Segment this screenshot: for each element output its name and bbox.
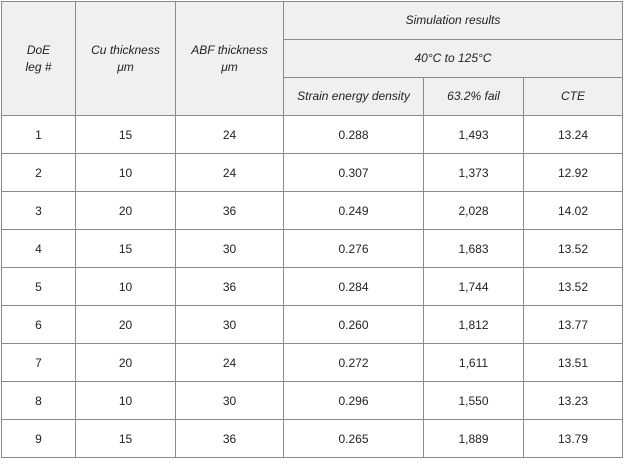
table-row [2, 268, 623, 306]
header-cte: CTE [524, 78, 623, 116]
cell-doe-leg: 5 [2, 268, 76, 306]
cell-cu-thickness: 15 [76, 116, 176, 154]
cell-cte: 13.52 [524, 230, 623, 268]
cell-632-fail: 1,373 [424, 154, 524, 192]
cell-cte: 13.24 [524, 116, 623, 154]
cell-doe-leg: 9 [2, 420, 76, 458]
cell-cu-thickness: 10 [76, 382, 176, 420]
cell-cte: 13.23 [524, 382, 623, 420]
cell-doe-leg: 4 [2, 230, 76, 268]
cell-632-fail: 1,550 [424, 382, 524, 420]
table-body [2, 116, 623, 458]
doe-simulation-table [1, 1, 623, 458]
header-632-fail: 63.2% fail [424, 78, 524, 116]
table-row [2, 306, 623, 344]
cell-strain-energy-density: 0.265 [284, 420, 424, 458]
cell-cte: 14.02 [524, 192, 623, 230]
table-row [2, 382, 623, 420]
cell-cu-thickness: 15 [76, 420, 176, 458]
cell-doe-leg: 8 [2, 382, 76, 420]
cell-cte: 13.77 [524, 306, 623, 344]
cell-doe-leg: 7 [2, 344, 76, 382]
cell-632-fail: 1,611 [424, 344, 524, 382]
cell-632-fail: 2,028 [424, 192, 524, 230]
cell-strain-energy-density: 0.284 [284, 268, 424, 306]
cell-strain-energy-density: 0.260 [284, 306, 424, 344]
cell-cu-thickness: 10 [76, 154, 176, 192]
cell-632-fail: 1,889 [424, 420, 524, 458]
cell-632-fail: 1,812 [424, 306, 524, 344]
cell-cte: 13.52 [524, 268, 623, 306]
table-row [2, 154, 623, 192]
cell-strain-energy-density: 0.276 [284, 230, 424, 268]
cell-cte: 12.92 [524, 154, 623, 192]
table-row [2, 344, 623, 382]
cell-abf-thickness: 30 [176, 230, 284, 268]
cell-cu-thickness: 20 [76, 344, 176, 382]
cell-632-fail: 1,683 [424, 230, 524, 268]
cell-abf-thickness: 24 [176, 344, 284, 382]
header-simulation-results: Simulation results [284, 2, 623, 40]
cell-abf-thickness: 36 [176, 268, 284, 306]
cell-strain-energy-density: 0.249 [284, 192, 424, 230]
cell-cte: 13.79 [524, 420, 623, 458]
cell-strain-energy-density: 0.272 [284, 344, 424, 382]
table-row [2, 230, 623, 268]
header-doe-leg: DoE leg # [2, 2, 76, 116]
cell-cte: 13.51 [524, 344, 623, 382]
cell-strain-energy-density: 0.307 [284, 154, 424, 192]
table-header [2, 2, 623, 116]
cell-abf-thickness: 36 [176, 420, 284, 458]
cell-strain-energy-density: 0.288 [284, 116, 424, 154]
table-row [2, 420, 623, 458]
cell-strain-energy-density: 0.296 [284, 382, 424, 420]
cell-cu-thickness: 10 [76, 268, 176, 306]
cell-doe-leg: 2 [2, 154, 76, 192]
table-row [2, 116, 623, 154]
header-cu-thickness: Cu thickness μm [76, 2, 176, 116]
cell-632-fail: 1,744 [424, 268, 524, 306]
table-row [2, 192, 623, 230]
cell-doe-leg: 3 [2, 192, 76, 230]
cell-abf-thickness: 30 [176, 306, 284, 344]
header-strain-energy-density: Strain energy density [284, 78, 424, 116]
cell-632-fail: 1,493 [424, 116, 524, 154]
cell-abf-thickness: 30 [176, 382, 284, 420]
header-temperature-range: 40°C to 125°C [284, 40, 623, 78]
cell-abf-thickness: 24 [176, 154, 284, 192]
cell-abf-thickness: 36 [176, 192, 284, 230]
cell-doe-leg: 1 [2, 116, 76, 154]
cell-doe-leg: 6 [2, 306, 76, 344]
cell-cu-thickness: 20 [76, 306, 176, 344]
header-abf-thickness: ABF thickness μm [176, 2, 284, 116]
cell-cu-thickness: 20 [76, 192, 176, 230]
cell-cu-thickness: 15 [76, 230, 176, 268]
cell-abf-thickness: 24 [176, 116, 284, 154]
